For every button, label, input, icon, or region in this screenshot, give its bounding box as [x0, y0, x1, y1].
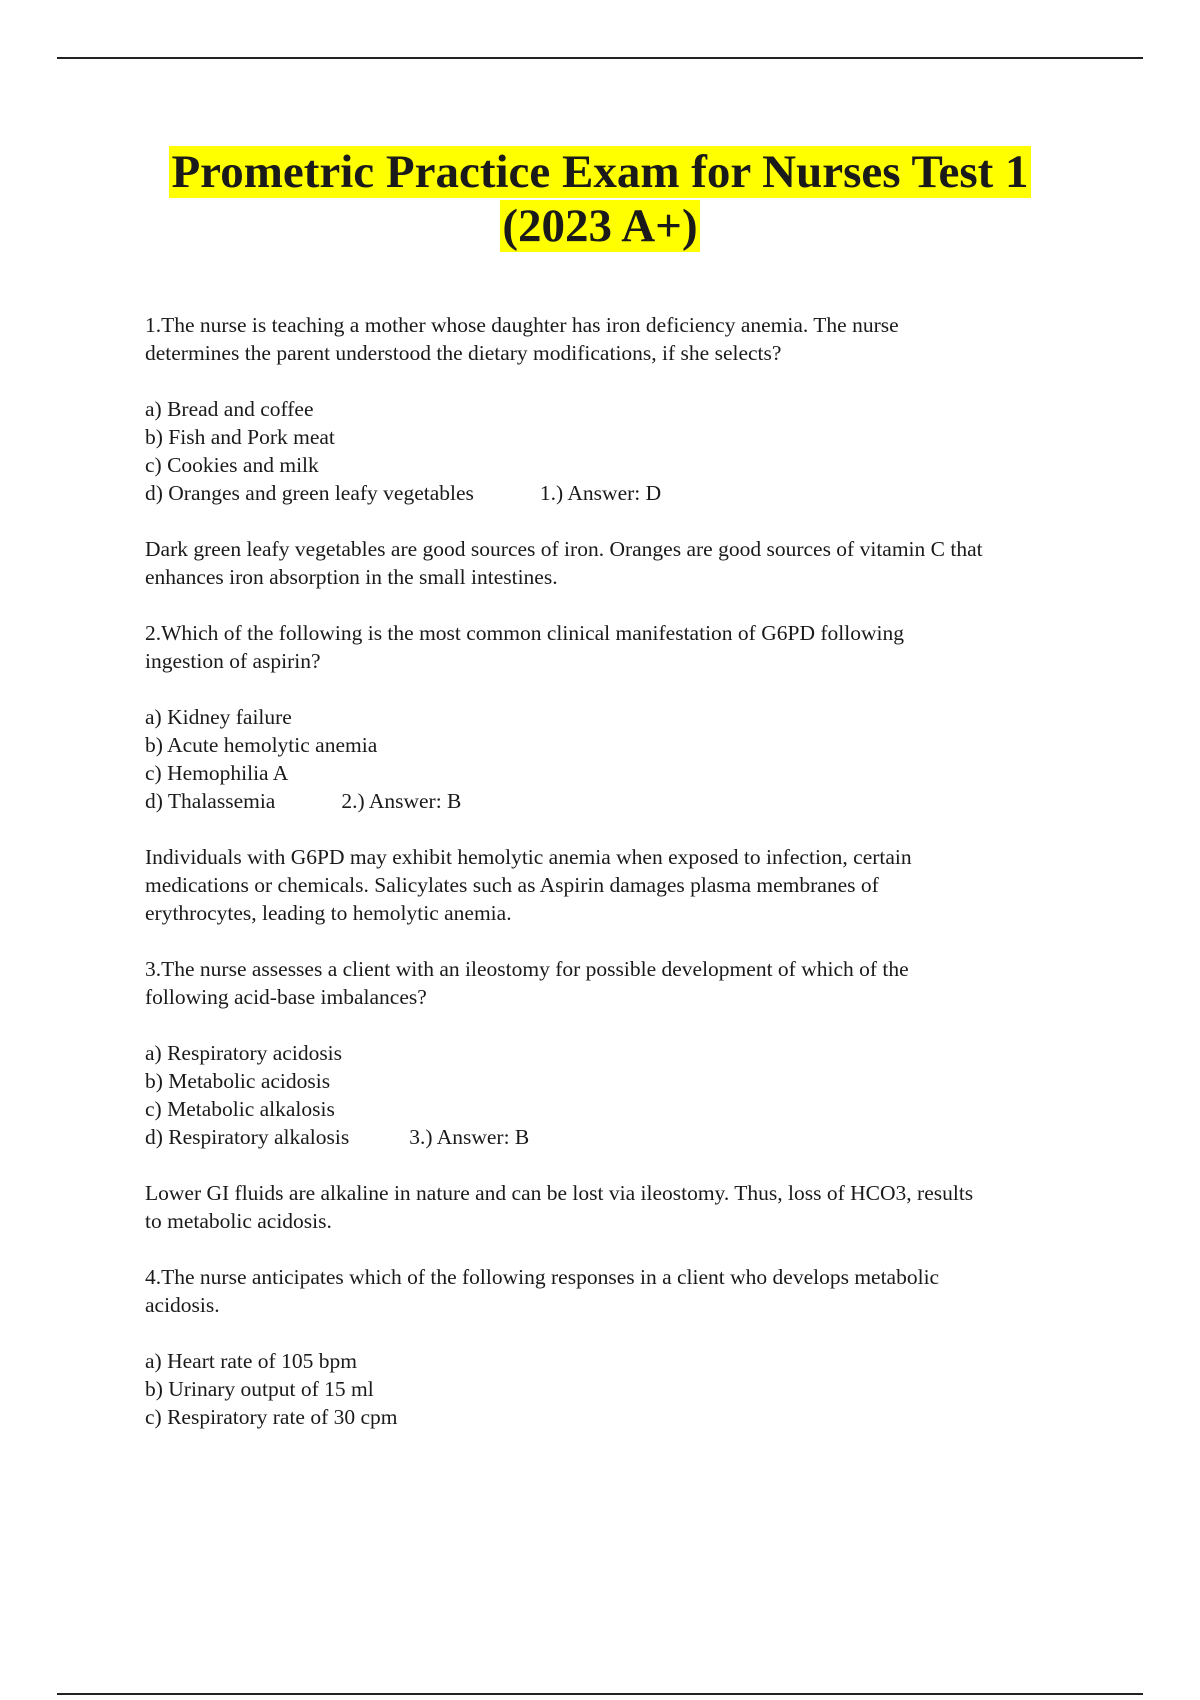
option-a: a) Bread and coffee — [145, 397, 314, 421]
stem-line: determines the parent understood the dietary modifications, if she selects? — [145, 341, 782, 365]
explanation-line: to metabolic acidosis. — [145, 1209, 332, 1233]
document-title — [0, 145, 1200, 253]
answer-key: 2.) Answer: B — [341, 789, 462, 813]
answer-explanation — [145, 1179, 1095, 1235]
question-2 — [145, 619, 1095, 927]
stem-line: acidosis. — [145, 1293, 220, 1317]
option-b: b) Acute hemolytic anemia — [145, 733, 378, 757]
question-stem — [145, 619, 1095, 675]
explanation-line: enhances iron absorption in the small intestines. — [145, 565, 558, 589]
answer-options — [145, 395, 1095, 507]
option-d-row — [145, 787, 1095, 815]
option-d: d) Oranges and green leafy vegetables — [145, 481, 474, 505]
question-stem — [145, 311, 1095, 367]
question-stem — [145, 1263, 1095, 1319]
option-d-row — [145, 479, 1095, 507]
stem-line: 4.The nurse anticipates which of the following responses in a client who develops metabolic — [145, 1265, 940, 1289]
question-4 — [145, 1263, 1095, 1431]
option-d: d) Thalassemia — [145, 789, 276, 813]
question-stem — [145, 955, 1095, 1011]
answer-explanation — [145, 843, 1095, 927]
option-b: b) Fish and Pork meat — [145, 425, 335, 449]
exam-content — [145, 311, 1095, 1459]
option-a: a) Respiratory acidosis — [145, 1041, 343, 1065]
bottom-rule — [57, 1693, 1143, 1695]
stem-line: 3.The nurse assesses a client with an ileostomy for possible development of which of the — [145, 957, 909, 981]
option-c: c) Respiratory rate of 30 cpm — [145, 1405, 398, 1429]
answer-options — [145, 1039, 1095, 1151]
option-b: b) Urinary output of 15 ml — [145, 1377, 374, 1401]
title-line-1: Prometric Practice Exam for Nurses Test 1 — [171, 146, 1029, 198]
stem-line: following acid-base imbalances? — [145, 985, 427, 1009]
answer-key: 1.) Answer: D — [539, 481, 662, 505]
option-d-row — [145, 1123, 1095, 1151]
stem-line: 2.Which of the following is the most common clinical manifestation of G6PD following — [145, 621, 904, 645]
option-a: a) Kidney failure — [145, 705, 292, 729]
option-c: c) Metabolic alkalosis — [145, 1097, 335, 1121]
stem-line: ingestion of aspirin? — [145, 649, 321, 673]
title-line-2: (2023 A+) — [502, 200, 698, 252]
answer-explanation — [145, 535, 1095, 591]
answer-options — [145, 1347, 1095, 1431]
answer-key: 3.) Answer: B — [409, 1125, 530, 1149]
explanation-line: Individuals with G6PD may exhibit hemolytic anemia when exposed to infection, certain — [145, 845, 912, 869]
top-rule — [57, 57, 1143, 59]
explanation-line: Lower GI fluids are alkaline in nature and can be lost via ileostomy. Thus, loss of HCO3, results — [145, 1181, 974, 1205]
option-a: a) Heart rate of 105 bpm — [145, 1349, 357, 1373]
question-3 — [145, 955, 1095, 1235]
option-b: b) Metabolic acidosis — [145, 1069, 331, 1093]
explanation-line: Dark green leafy vegetables are good sources of iron. Oranges are good sources of vitamin C that — [145, 537, 983, 561]
option-d: d) Respiratory alkalosis — [145, 1125, 350, 1149]
explanation-line: medications or chemicals. Salicylates such as Aspirin damages plasma membranes of — [145, 873, 879, 897]
stem-line: 1.The nurse is teaching a mother whose daughter has iron deficiency anemia. The nurse — [145, 313, 899, 337]
answer-options — [145, 703, 1095, 815]
option-c: c) Cookies and milk — [145, 453, 319, 477]
explanation-line: erythrocytes, leading to hemolytic anemia. — [145, 901, 512, 925]
option-c: c) Hemophilia A — [145, 761, 289, 785]
question-1 — [145, 311, 1095, 591]
